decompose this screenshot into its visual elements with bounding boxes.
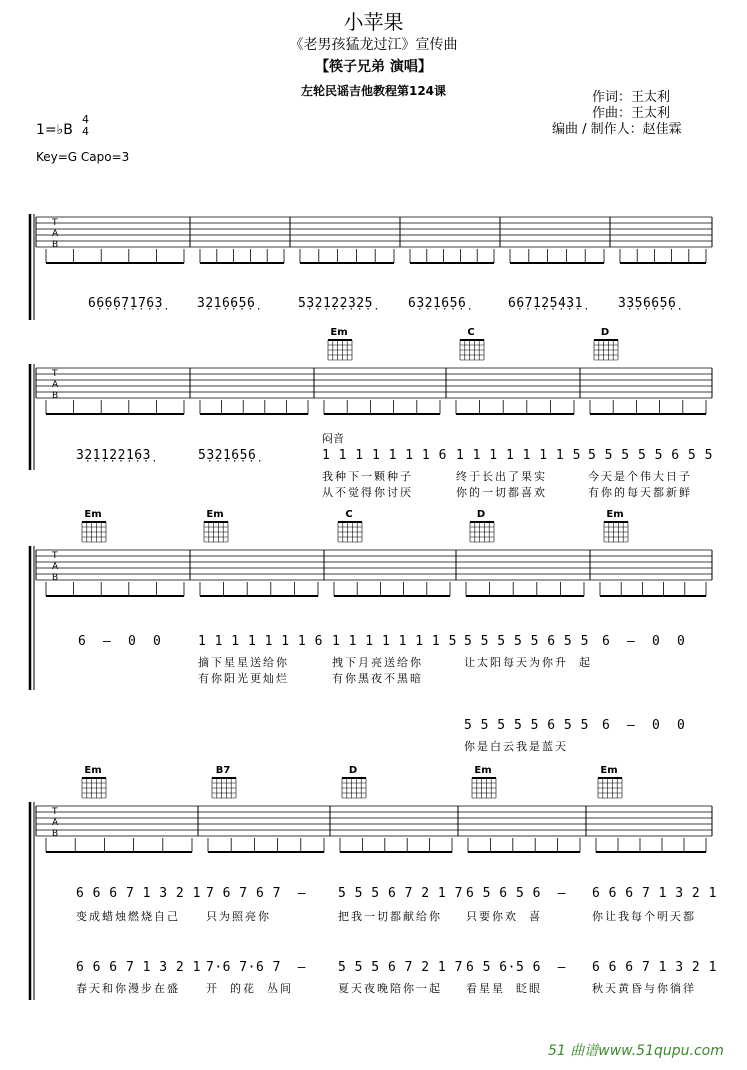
notation-bar: 3̣3̣5̣6̣6̣5̣6̣ bbox=[618, 296, 677, 311]
lyric-line: 让太阳每天为你升 起 bbox=[464, 656, 592, 669]
lyric-line: 拽下月亮送给你 bbox=[332, 656, 423, 669]
tab-letter: B bbox=[52, 573, 59, 583]
notation-bar: 5 5 5 5 5 6 5 5 bbox=[588, 448, 713, 463]
key-capo: Key=G Capo=3 bbox=[36, 150, 130, 164]
song-subtitle: 《老男孩猛龙过江》宣传曲 bbox=[289, 37, 458, 53]
notation-bar: 5̣3̣2̣1̣2̣2̣3̣2̣5̣ bbox=[298, 296, 373, 311]
lyric-line: 春天和你漫步在盛 bbox=[76, 982, 180, 995]
notation-bar: 1 1 1 1 1 1 1 5 bbox=[332, 634, 457, 649]
chord-label: D bbox=[476, 509, 486, 520]
lyric-line: 看星星 眨眼 bbox=[466, 982, 542, 995]
notation-bar: 6̣3̣2̣1̣6̣5̣6̣ bbox=[408, 296, 467, 311]
tab-letter: T bbox=[52, 218, 58, 228]
tab-letter: T bbox=[52, 369, 58, 379]
notation-bar: 5 5 5 5 5 6 5 5 bbox=[464, 634, 589, 649]
lyric-line: 只为照亮你 bbox=[206, 910, 271, 923]
lesson-number: 左轮民谣吉他教程第124课 bbox=[300, 84, 447, 98]
notation-bar: 6 — 0 0 bbox=[602, 634, 686, 649]
chord-label: Em bbox=[206, 509, 224, 520]
chord-label: Em bbox=[474, 765, 492, 776]
performer: 【筷子兄弟 演唱】 bbox=[315, 59, 432, 75]
notation-bar: 5 5 5 6 7 2 1 7 bbox=[338, 886, 463, 901]
lyric-line: 我种下一颗种子 bbox=[322, 470, 413, 483]
chord-label: Em bbox=[606, 509, 624, 520]
chord-label: D bbox=[600, 327, 610, 338]
technique-annotation: 闷音 bbox=[322, 432, 344, 445]
lyric-line: 终于长出了果实 bbox=[456, 470, 547, 483]
notation-bar: 6 6 6 7 1 3 2 1 bbox=[592, 960, 717, 975]
chord-label: C bbox=[467, 327, 475, 338]
notation-bar: 3̣2̣1̣6̣6̣5̣6̣ bbox=[197, 296, 256, 311]
notation-bar: 6̣6̣7̣1̣2̣5̣4̣3̣1̣ bbox=[508, 296, 583, 311]
lyric-line: 摘下星星送给你 bbox=[198, 656, 289, 669]
notation-bar: 6 5 6·5 6 — bbox=[466, 960, 566, 975]
chord-label: Em bbox=[84, 509, 102, 520]
notation-bar: 6 5 6 5 6 — bbox=[466, 886, 566, 901]
notation-bar: 5 5 5 6 7 2 1 7 bbox=[338, 960, 463, 975]
notation-bar: 7·6 7·6 7 — bbox=[206, 960, 306, 975]
time-signature-bottom: 4 bbox=[82, 125, 89, 138]
notation-bar: 5̣3̣2̣1̣6̣5̣6̣ bbox=[198, 448, 257, 463]
chord-label: Em bbox=[600, 765, 618, 776]
lyric-line: 开 的花 丛间 bbox=[206, 982, 293, 995]
notation-bar: 6 6 6 7 1 3 2 1 bbox=[76, 960, 201, 975]
lyric-line: 变成蜡烛燃烧自己 bbox=[76, 910, 180, 923]
lyric-line: 从不觉得你讨厌 bbox=[322, 486, 413, 499]
notation-bar: 1 1 1 1 1 1 1 6 bbox=[198, 634, 323, 649]
lyric-line: 今天是个伟大日子 bbox=[588, 470, 692, 483]
lyric-line: 把我一切都献给你 bbox=[338, 910, 442, 923]
chord-label: Em bbox=[84, 765, 102, 776]
lyric-line: 你的一切都喜欢 bbox=[456, 486, 547, 499]
lyric-line: 有你黑夜不黑暗 bbox=[332, 672, 423, 685]
lyric-line: 秋天黄昏与你徜徉 bbox=[592, 982, 696, 995]
notation-bar: 1 1 1 1 1 1 1 6 bbox=[322, 448, 447, 463]
tab-letter: T bbox=[52, 807, 58, 817]
tab-letter: B bbox=[52, 829, 59, 839]
time-signature-top: 4 bbox=[82, 113, 89, 126]
notation-bar: 3̣2̣1̣1̣2̣2̣1̣6̣3̣ bbox=[76, 448, 151, 463]
tab-letter: A bbox=[52, 818, 59, 828]
tab-letter: A bbox=[52, 380, 59, 390]
lyric-line: 有你阳光更灿烂 bbox=[198, 672, 289, 685]
notation-bar: 6̣6̣6̣6̣7̣1̣7̣6̣3̣ bbox=[88, 296, 163, 311]
song-title: 小苹果 bbox=[343, 10, 404, 34]
site-watermark: 51 曲谱www.51qupu.com bbox=[548, 1043, 724, 1059]
notation-bar: 6 6 6 7 1 3 2 1 bbox=[76, 886, 201, 901]
chord-label: Em bbox=[330, 327, 348, 338]
lyric-line: 只要你欢 喜 bbox=[466, 910, 542, 923]
chord-label: C bbox=[345, 509, 353, 520]
lyricist: 作词：王太利 bbox=[592, 90, 671, 105]
notation-bar: 6 — 0 0 bbox=[78, 634, 162, 649]
lyric-line: 有你的每天都新鲜 bbox=[588, 486, 692, 499]
lyric-line: 你是白云我是蓝天 bbox=[464, 740, 568, 753]
notation-bar: 5 5 5 5 5 6 5 5 bbox=[464, 718, 589, 733]
tab-letter: T bbox=[52, 551, 58, 561]
lyric-line: 你让我每个明天都 bbox=[592, 910, 696, 923]
notation-bar: 6 6 6 7 1 3 2 1 bbox=[592, 886, 717, 901]
arranger: 编曲 / 制作人：赵佳霖 bbox=[552, 122, 682, 137]
chord-label: B7 bbox=[215, 765, 231, 776]
lyric-line: 夏天夜晚陪你一起 bbox=[338, 982, 442, 995]
tab-letter: A bbox=[52, 229, 59, 239]
key-signature: 1=♭B bbox=[36, 122, 73, 138]
notation-bar: 7 6 7 6 7 — bbox=[206, 886, 306, 901]
tab-letter: A bbox=[52, 562, 59, 572]
notation-bar: 6 — 0 0 bbox=[602, 718, 686, 733]
chord-label: D bbox=[348, 765, 358, 776]
tab-letter: B bbox=[52, 240, 59, 250]
notation-bar: 1 1 1 1 1 1 1 5 bbox=[456, 448, 581, 463]
tab-letter: B bbox=[52, 391, 59, 401]
composer: 作曲：王太利 bbox=[592, 106, 671, 121]
